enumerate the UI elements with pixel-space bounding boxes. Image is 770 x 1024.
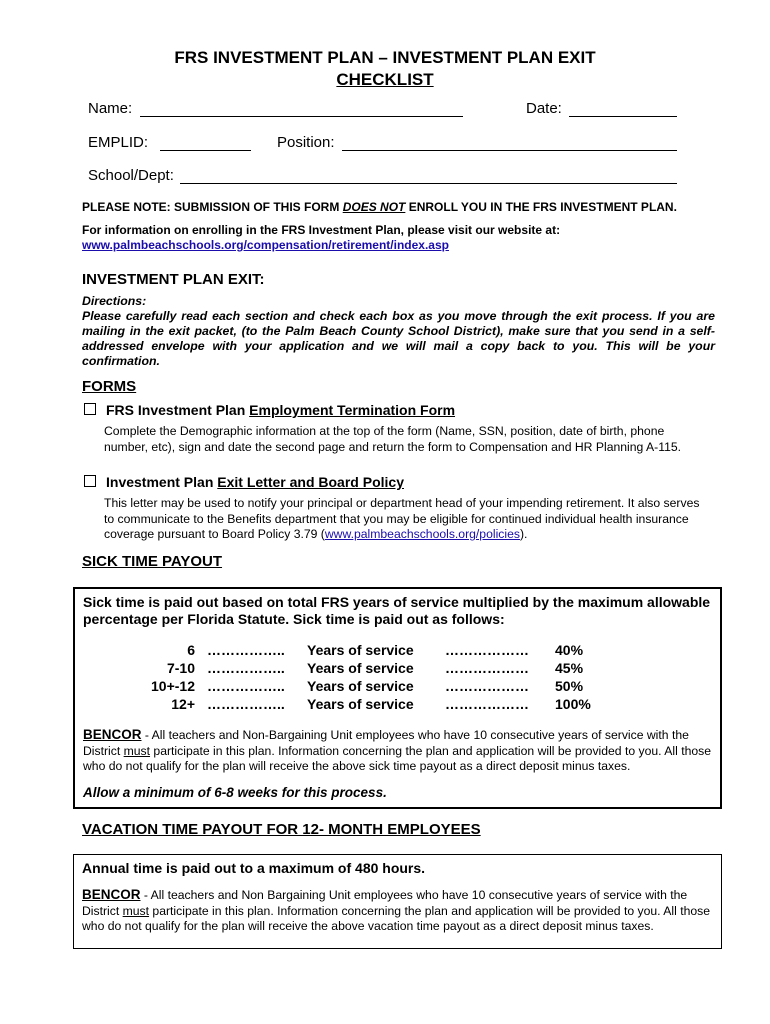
- exit-letter-title: Investment Plan Exit Letter and Board Policy: [106, 474, 404, 490]
- sick-payout-box: [73, 587, 722, 809]
- percent-cell: 45%: [555, 660, 584, 676]
- date-field[interactable]: [569, 116, 677, 117]
- percent-cell: 40%: [555, 642, 584, 658]
- forms-heading: FORMS: [82, 378, 137, 395]
- page-subtitle: CHECKLIST: [336, 70, 434, 89]
- label-cell: Years of service: [307, 642, 414, 658]
- vacation-heading: VACATION TIME PAYOUT FOR 12- MONTH EMPLOYEES: [82, 821, 481, 838]
- table-row: [125, 677, 591, 695]
- school-label: School/Dept:: [88, 167, 174, 184]
- table-row: [125, 659, 591, 677]
- label-cell: Years of service: [307, 678, 414, 694]
- exit-letter-checkbox[interactable]: [84, 475, 96, 487]
- position-label: Position:: [277, 134, 335, 151]
- vacation-bencor-text: BENCOR - All teachers and Non Bargaining Unit employees who have 10 consecutive years of service with the District must participate in this plan. Information concerning the plan and application will be provided to you. All those who do not qualify for the plan will receive the above vacation time payout as a direct deposit minus taxes.: [82, 887, 711, 933]
- name-field[interactable]: [140, 116, 463, 117]
- sick-heading: SICK TIME PAYOUT: [82, 553, 223, 570]
- school-field[interactable]: [180, 183, 677, 184]
- years-cell: 10+-12: [151, 678, 195, 694]
- years-cell: 7-10: [166, 660, 195, 676]
- retirement-link[interactable]: www.palmbeachschools.org/compensation/retirement/index.asp: [82, 238, 449, 252]
- termination-form-title: FRS Investment Plan Employment Termination Form: [106, 402, 456, 418]
- table-row: [125, 641, 591, 659]
- dots-cell: ………………: [445, 696, 529, 712]
- exit-letter-desc: This letter may be used to notify your principal or department head of your impending retirement. It also serves to communicate to the Benefits department that you may be eligible for continued individual health insurance coverage pursuant to Board Policy 3.79 (www.palmbeachschools.org/policies).: [104, 496, 700, 541]
- emplid-label: EMPLID:: [88, 134, 149, 151]
- emplid-field[interactable]: [160, 150, 251, 151]
- exit-heading: INVESTMENT PLAN EXIT:: [82, 271, 265, 288]
- years-cell: 12+: [171, 696, 195, 712]
- dots-cell: ……………..: [207, 696, 285, 712]
- dots-cell: ……………..: [207, 660, 285, 676]
- percent-cell: 50%: [555, 678, 584, 694]
- table-row: [125, 695, 591, 713]
- vacation-payout-box: [73, 854, 722, 949]
- label-cell: Years of service: [307, 696, 414, 712]
- sick-intro: Sick time is paid out based on total FRS years of service multiplied by the maximum allowable percentage per Florida Statute. Sick time is paid out as follows:: [83, 594, 711, 627]
- dots-cell: ………………: [445, 660, 529, 676]
- date-label: Date:: [526, 100, 562, 117]
- page-title: FRS INVESTMENT PLAN – INVESTMENT PLAN EXIT: [174, 48, 596, 67]
- dots-cell: ……………..: [207, 678, 285, 694]
- dots-cell: ………………: [445, 642, 529, 658]
- termination-form-desc: Complete the Demographic information at the top of the form (Name, SSN, position, date of birth, phone number, etc), sign and date the second page and return the form to Compensation and HR Planning A-115.: [104, 424, 682, 454]
- info-text: For information on enrolling in the FRS Investment Plan, please visit our website at:: [82, 223, 561, 237]
- name-label: Name:: [88, 100, 133, 117]
- dots-cell: ……………..: [207, 642, 285, 658]
- directions-label: Directions:: [82, 294, 147, 308]
- directions-text: Please carefully read each section and check each box as you move through the exit process. If you are mailing in the exit packet, (to the Palm Beach County School District), make sure that you send in a self-addressed envelope with your application and we will mail a copy back to you. This will be your confirmation.: [82, 309, 715, 368]
- years-cell: 6: [187, 642, 195, 658]
- dots-cell: ………………: [445, 678, 529, 694]
- position-field[interactable]: [342, 150, 677, 151]
- label-cell: Years of service: [307, 660, 414, 676]
- vacation-intro: Annual time is paid out to a maximum of 480 hours.: [82, 860, 426, 876]
- sick-payout-table: [125, 641, 591, 713]
- percent-cell: 100%: [555, 696, 591, 712]
- allow-weeks-note: Allow a minimum of 6-8 weeks for this process.: [83, 785, 387, 800]
- policies-link[interactable]: www.palmbeachschools.org/policies: [324, 527, 520, 541]
- sick-bencor-text: BENCOR - All teachers and Non-Bargaining Unit employees who have 10 consecutive years of service with the District must participate in this plan. Information concerning the plan and application will be provided to you. All those who do not qualify for the plan will receive the above sick time payout as a direct deposit minus taxes.: [83, 727, 712, 773]
- termination-form-checkbox[interactable]: [84, 403, 96, 415]
- please-note: PLEASE NOTE: SUBMISSION OF THIS FORM DOES NOT ENROLL YOU IN THE FRS INVESTMENT PLAN.: [82, 200, 677, 214]
